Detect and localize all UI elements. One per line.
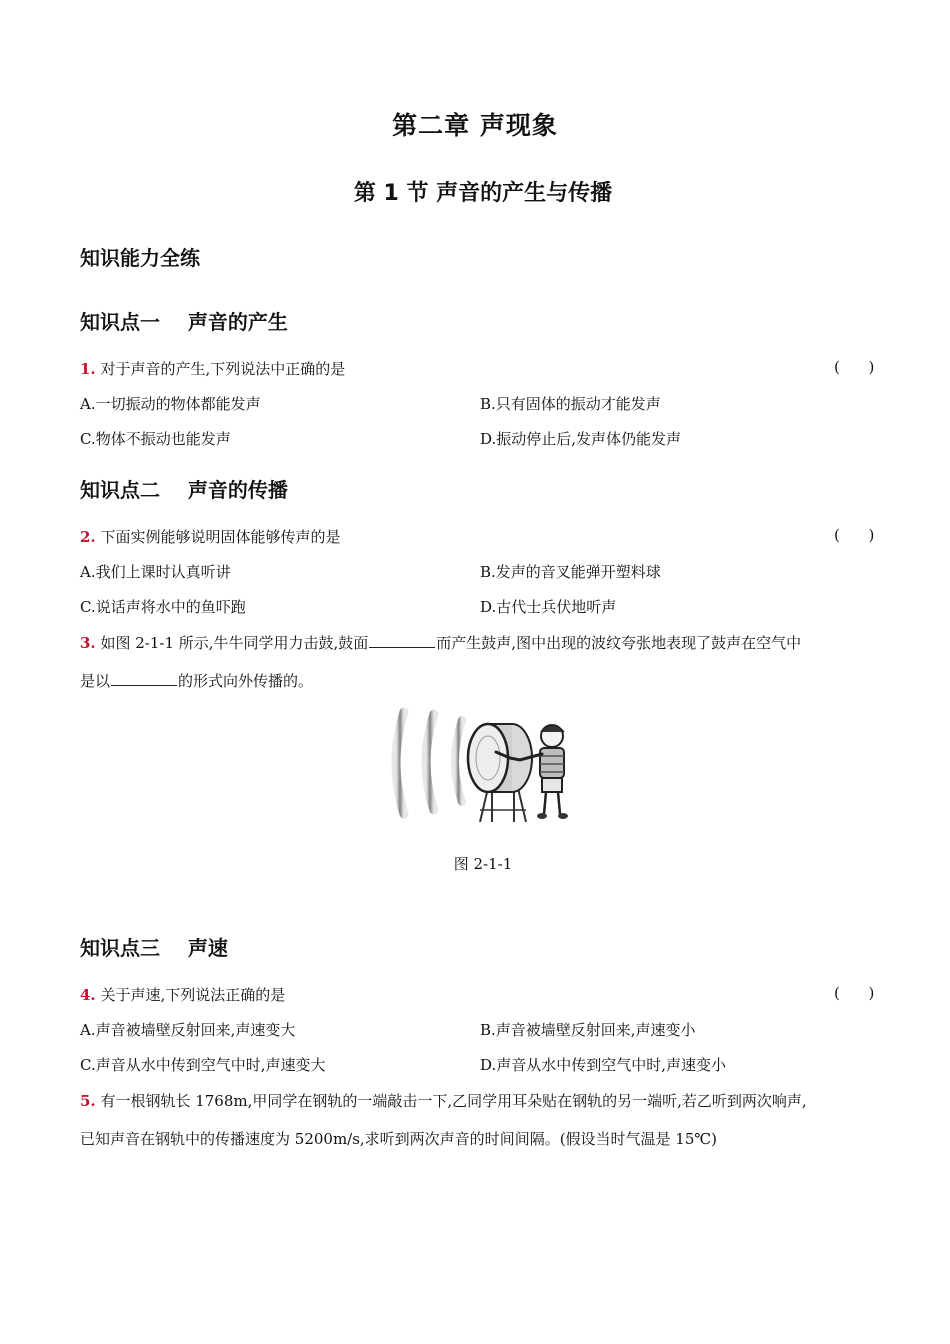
q1-answer-parens: ( ) xyxy=(834,358,875,376)
chapter-title: 第二章 声现象 xyxy=(392,111,558,140)
q5-line1 xyxy=(80,1090,807,1111)
q4-answer-parens: ( ) xyxy=(834,984,875,1002)
q4-stem-line xyxy=(80,984,285,1005)
topic2-heading: 知识点二 声音的传播 xyxy=(80,478,288,502)
q1-option-d: D.振动停止后,发声体仍能发声 xyxy=(480,430,682,448)
q2-number: 2. xyxy=(80,528,96,546)
q3-line2-part1: 是以 xyxy=(80,672,111,690)
topic3-heading: 知识点三 声速 xyxy=(80,936,228,960)
q2-option-c: C.说话声将水中的鱼吓跑 xyxy=(80,598,246,616)
figure-caption: 图 2-1-1 xyxy=(453,855,513,873)
q2-answer-parens: ( ) xyxy=(834,526,875,544)
topic1-heading: 知识点一 声音的产生 xyxy=(80,310,288,334)
boy-shorts xyxy=(542,778,562,792)
q1-option-b: B.只有固体的振动才能发声 xyxy=(480,395,661,413)
q4-option-d: D.声音从水中传到空气中时,声速变小 xyxy=(480,1056,727,1074)
main-heading: 知识能力全练 xyxy=(80,246,200,270)
q2-option-d: D.古代士兵伏地听声 xyxy=(480,598,617,616)
q2-stem: 下面实例能够说明固体能够传声的是 xyxy=(100,528,341,546)
q5-line2: 已知声音在钢轨中的传播速度为 5200m/s,求听到两次声音的时间间隔。(假设当时气温是 15℃) xyxy=(80,1130,718,1148)
q4-option-a: A.声音被墙壁反射回来,声速变大 xyxy=(80,1021,296,1039)
drum-head xyxy=(468,724,508,792)
q2-option-a: A.我们上课时认真听讲 xyxy=(80,563,231,581)
q3-number: 3. xyxy=(80,634,96,652)
q4-stem: 关于声速,下列说法正确的是 xyxy=(100,986,286,1004)
q3-line1-part1: 如图 2-1-1 所示,牛牛同学用力击鼓,鼓面 xyxy=(100,634,369,652)
q3-line2-part2: 的形式向外传播的。 xyxy=(178,672,314,690)
q1-number: 1. xyxy=(80,360,96,378)
q2-option-b: B.发声的音叉能弹开塑料球 xyxy=(480,563,661,581)
q3-line2 xyxy=(80,670,313,691)
sound-wave-2 xyxy=(426,714,434,810)
q3-blank-1[interactable] xyxy=(369,635,435,648)
q3-line1 xyxy=(80,632,801,653)
q2-stem-line xyxy=(80,526,340,547)
sound-wave-1 xyxy=(396,712,404,814)
q1-stem: 对于声音的产生,下列说法中正确的是 xyxy=(100,360,346,378)
drum-figure xyxy=(388,702,588,826)
q1-option-c: C.物体不振动也能发声 xyxy=(80,430,231,448)
boy-shirt xyxy=(540,748,564,778)
q1-stem-line xyxy=(80,358,345,379)
section-title: 第 1 节 声音的产生与传播 xyxy=(353,181,613,206)
q5-number: 5. xyxy=(80,1092,96,1110)
sound-wave-3 xyxy=(455,720,462,802)
drum-illustration xyxy=(388,702,588,826)
q4-option-c: C.声音从水中传到空气中时,声速变大 xyxy=(80,1056,326,1074)
q5-line1-text: 有一根钢轨长 1768m,甲同学在钢轨的一端敲击一下,乙同学用耳朵贴在钢轨的另一端听,若乙听到两次响声, xyxy=(100,1092,807,1110)
q1-option-a: A.一切振动的物体都能发声 xyxy=(80,395,261,413)
q3-line1-part2: 而产生鼓声,图中出现的波纹夸张地表现了鼓声在空气中 xyxy=(436,634,802,652)
q4-option-b: B.声音被墙壁反射回来,声速变小 xyxy=(480,1021,696,1039)
q3-blank-2[interactable] xyxy=(111,673,177,686)
q4-number: 4. xyxy=(80,986,96,1004)
